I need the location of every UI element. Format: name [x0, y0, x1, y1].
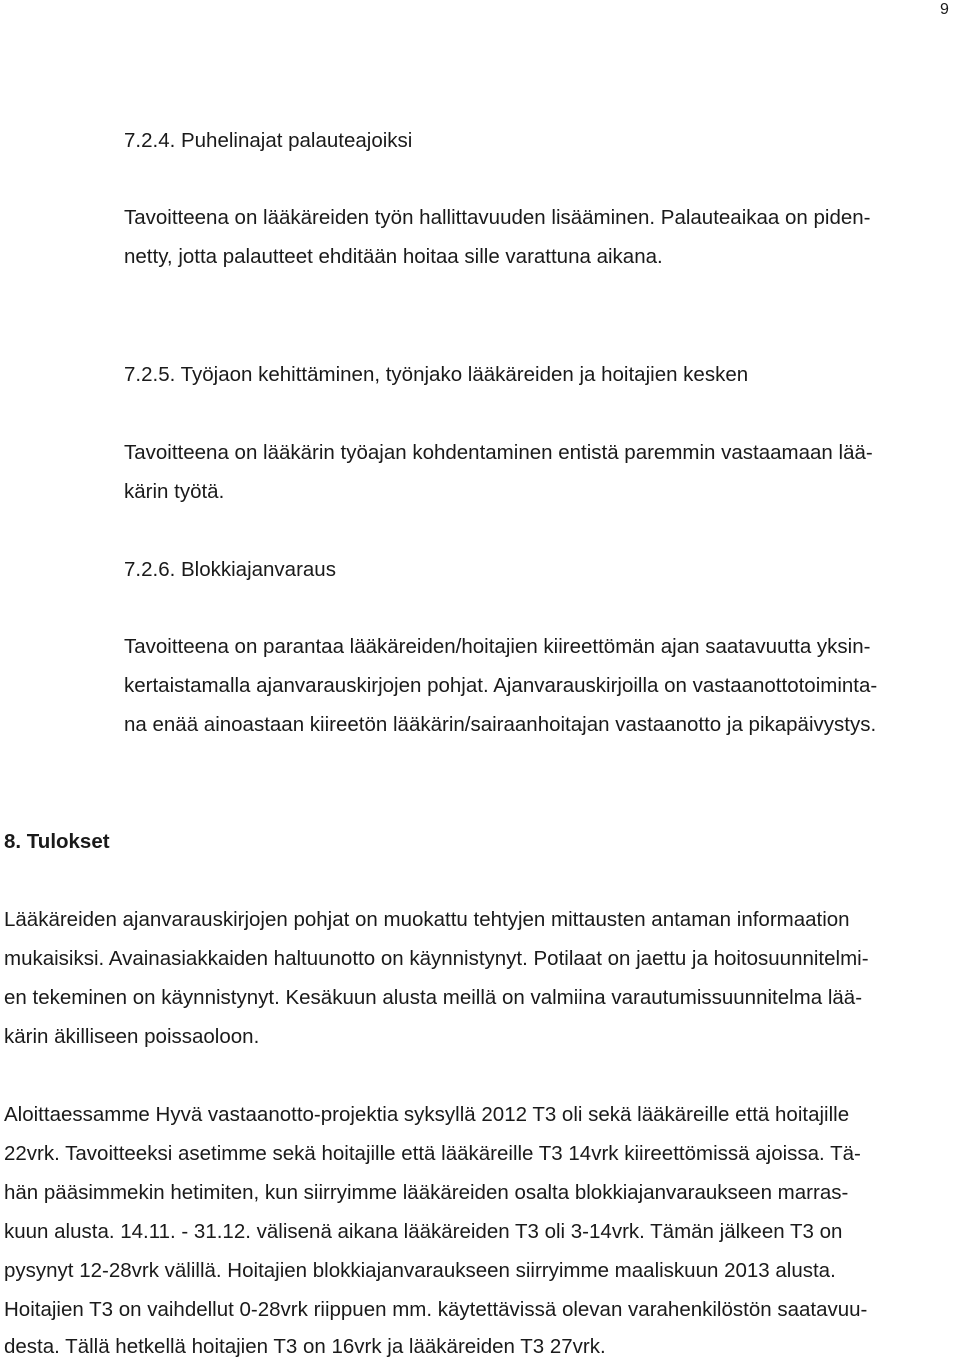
- paragraph-line: Tavoitteena on parantaa lääkäreiden/hoitajien kiireettömän ajan saatavuutta yksin-: [124, 635, 871, 658]
- paragraph-line: 22vrk. Tavoitteeksi asetimme sekä hoitajille että lääkäreille T3 14vrk kiireettömissä ajoissa. Tä-: [4, 1142, 861, 1165]
- paragraph-line: pysynyt 12-28vrk välillä. Hoitajien blokkiajanvaraukseen siirryimme maaliskuun 2013 alusta.: [4, 1259, 836, 1282]
- paragraph-line: kärin työtä.: [124, 480, 225, 503]
- paragraph-line: kertaistamalla ajanvarauskirjojen pohjat. Ajanvarauskirjoilla on vastaanottotoiminta-: [124, 674, 878, 697]
- paragraph-line: hän pääsimmekin hetimiten, kun siirryimme lääkäreiden osalta blokkiajanvaraukseen marras-: [4, 1181, 849, 1204]
- section-heading-7-2-5: 7.2.5. Työjaon kehittäminen, työnjako lääkäreiden ja hoitajien kesken: [124, 363, 749, 386]
- paragraph-line: Lääkäreiden ajanvarauskirjojen pohjat on muokattu tehtyjen mittausten antaman informaation: [4, 908, 850, 931]
- paragraph-line: Hoitajien T3 on vaihdellut 0-28vrk riippuen mm. käytettävissä olevan varahenkilöstön saatavuu-: [4, 1298, 868, 1321]
- section-heading-7-2-6: 7.2.6. Blokkiajanvaraus: [124, 558, 336, 581]
- section-heading-8-tulokset: 8. Tulokset: [4, 830, 110, 853]
- paragraph-line: netty, jotta palautteet ehditään hoitaa sille varattuna aikana.: [124, 245, 663, 268]
- paragraph-line: desta. Tällä hetkellä hoitajien T3 on 16vrk ja lääkäreiden T3 27vrk.: [4, 1335, 606, 1358]
- page-number: 9: [940, 1, 949, 18]
- paragraph-line: Aloittaessamme Hyvä vastaanotto-projektia syksyllä 2012 T3 oli sekä lääkäreille että hoitajille: [4, 1103, 850, 1126]
- section-heading-7-2-4: 7.2.4. Puhelinajat palauteajoiksi: [124, 129, 413, 152]
- paragraph-line: Tavoitteena on lääkärin työajan kohdentaminen entistä paremmin vastaamaan lää-: [124, 441, 873, 464]
- paragraph-line: na enää ainoastaan kiireetön lääkärin/sairaanhoitajan vastaanotto ja pikapäivystys.: [124, 713, 877, 736]
- paragraph-line: kärin äkilliseen poissaoloon.: [4, 1025, 260, 1048]
- paragraph-line: en tekeminen on käynnistynyt. Kesäkuun alusta meillä on valmiina varautumissuunnitelma lää-: [4, 986, 863, 1009]
- paragraph-line: Tavoitteena on lääkäreiden työn hallittavuuden lisääminen. Palauteaikaa on piden-: [124, 206, 871, 229]
- paragraph-line: mukaisiksi. Avainasiakkaiden haltuunotto on käynnistynyt. Potilaat on jaettu ja hoitosuunnitelmi-: [4, 947, 869, 970]
- paragraph-line: kuun alusta. 14.11. - 31.12. välisenä aikana lääkäreiden T3 oli 3-14vrk. Tämän jälkeen T3 on: [4, 1220, 843, 1243]
